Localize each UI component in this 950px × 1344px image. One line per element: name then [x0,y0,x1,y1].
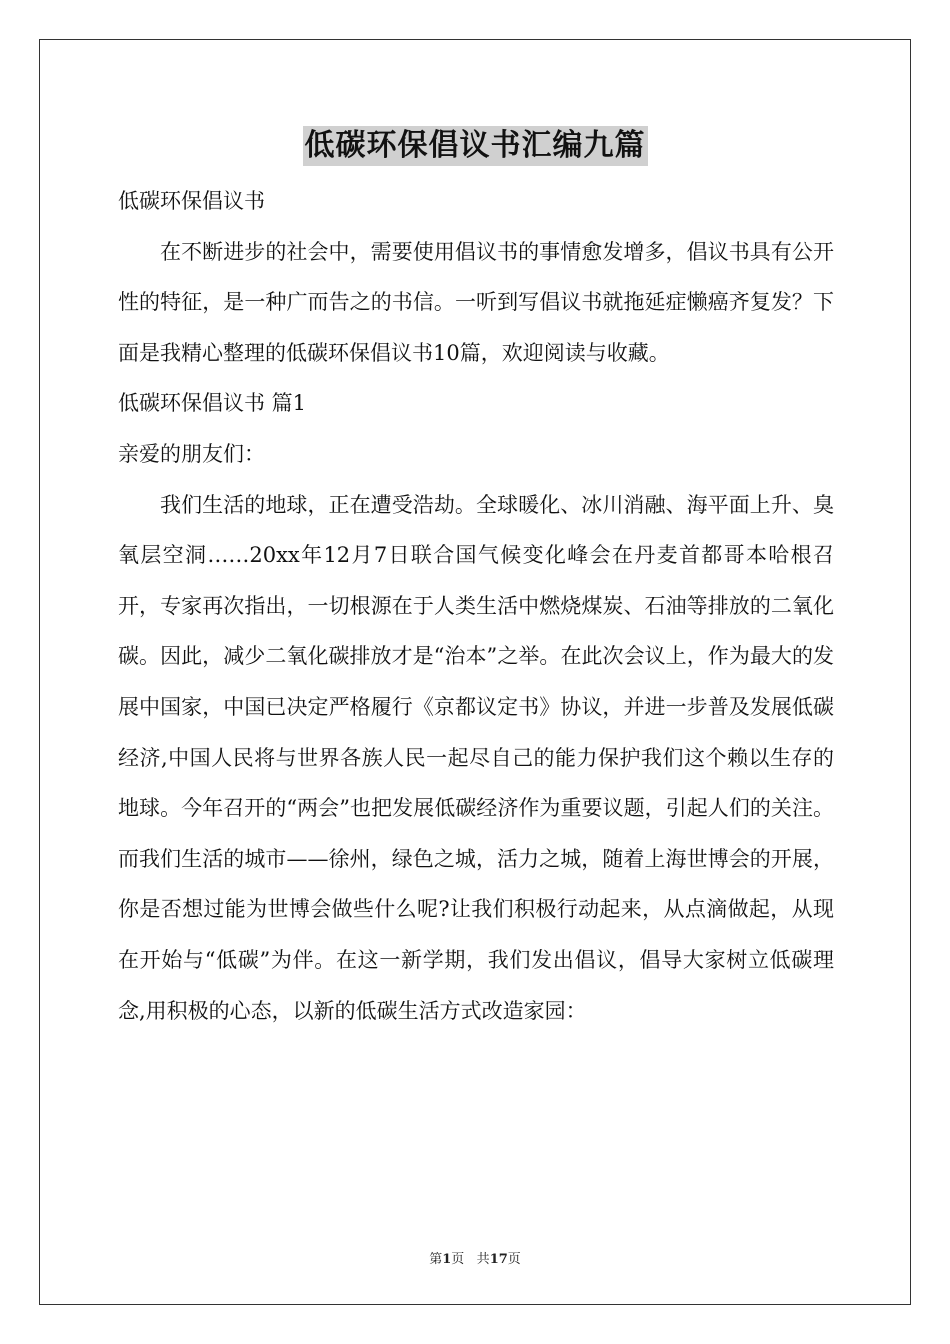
footer-total-prefix: 共 [476,1252,490,1267]
document-body [118,176,834,1036]
paragraph-salutation: 亲爱的朋友们： [118,441,265,466]
paragraph-subtitle: 低碳环保倡议书 [118,189,265,213]
paragraph-intro: 在不断进步的社会中，需要使用倡议书的事情愈发增多，倡议书具有公开性的特征，是一种广而告之的书信。一听到写倡议书就拖延症懒癌齐复发？下面是我精心整理的低碳环保倡议书10篇，欢迎阅读与收藏。 [118,239,834,365]
paragraph-body: 我们生活的地球，正在遭受浩劫。全球暖化、冰川消融、海平面上升、臭氧层空洞……20xx年12月7日联合国气候变化峰会在丹麦首都哥本哈根召开，专家再次指出，一切根源在于人类生活中燃烧煤炭、石油等排放的二氧化碳。因此，减少二氧化碳排放才是“治本”之举。在此次会议上，作为最大的发展中国家，中国已决定严格履行《京都议定书》协议，并进一步普及发展低碳经济,中国人民将与世界各族人民一起尽自己的能力保护我们这个赖以生存的地球。今年召开的“两会”也把发展低碳经济作为重要议题，引起人们的关注。而我们生活的城市——徐州，绿色之城，活力之城，随着上海世博会的开展，你是否想过能为世博会做些什么呢?让我们积极行动起来，从点滴做起，从现在开始与“低碳”为伴。在这一新学期，我们发出倡议，倡导大家树立低碳理念,用积极的心态，以新的低碳生活方式改造家园： [118,492,834,1023]
footer-total-unit: 页 [507,1252,521,1267]
title-container [0,126,950,166]
page-footer [0,1248,950,1267]
footer-total-pages: 17 [489,1252,508,1267]
footer-page-number: 1 [442,1252,452,1267]
footer-prefix: 第 [429,1252,443,1267]
document-title: 低碳环保倡议书汇编九篇 [303,126,648,166]
footer-page-unit: 页 [451,1252,465,1267]
paragraph-section-heading: 低碳环保倡议书 篇1 [118,391,307,416]
